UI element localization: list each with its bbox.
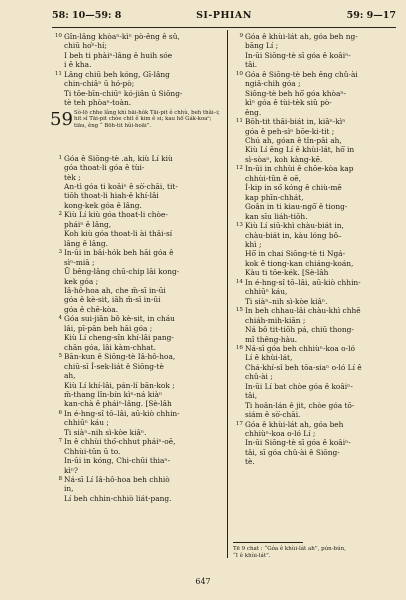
verse — [52, 210, 222, 248]
verse-line: Goân in ti kiau-ngō͘ ê tiong- — [245, 202, 348, 212]
verse — [233, 420, 398, 467]
verse-number: 12 — [235, 165, 243, 172]
verse — [52, 409, 222, 437]
verse-line: Ū bêng-lâng chū-chip lâi kong- — [64, 267, 180, 277]
verse-line: Góa ê khùi-lát ah, góa beh — [245, 419, 344, 429]
verse-text — [245, 70, 398, 117]
verse-line: Kàu ti tōe-kék. [Sè-lâh — [245, 268, 329, 278]
verses-after-chapter — [52, 154, 222, 504]
verse-number: 1 — [58, 154, 62, 161]
verse-line: Góa ê Siōng-tè beh êng chû-ài — [245, 69, 358, 79]
verse-line: mî thêng-hàu. — [245, 334, 298, 344]
verse-line: Chú ah, góan ê tîn-pâi ah, — [245, 135, 342, 145]
verse-line: kan sīu liáh-tiōh. — [245, 211, 308, 221]
verse-line: Ti siàⁿ–nih sì-kòe kiâⁿ. — [245, 296, 328, 306]
verse-line: tè. — [245, 457, 255, 467]
right-column — [233, 32, 398, 467]
verse-number: 17 — [235, 420, 243, 427]
verse-number: 3 — [58, 249, 62, 256]
verse-line: In é-hng-sî tō–lâi, aū-kiò chhin- — [64, 408, 180, 418]
verse — [233, 306, 398, 344]
verse-line: In-ūi in kóng, Chi-chūi thiaⁿ- — [64, 456, 171, 466]
verse-line: kan-chà ê pháiⁿ-lâng. [Sè-lâh — [64, 399, 172, 409]
verse-line: Koh kiù góa thoat-li ài thâi-sí — [64, 229, 173, 239]
verse-line: kok ê tiong-kan chiáng-koán, — [245, 258, 354, 268]
verse-line: In-ūi Siōng-tè sī góa ê koâiⁿ- — [245, 50, 351, 60]
verse-line: tâi, — [245, 391, 258, 401]
verse-line: kap phīn-chhát, — [245, 192, 304, 202]
verse — [233, 344, 398, 420]
verse-line: Lí ê khùi-lát, — [245, 353, 293, 363]
verse-text — [64, 437, 222, 475]
verse-text — [245, 221, 398, 278]
verse-line: An-tì góa ti koâiⁿ ê sò͘-chāi, tit- — [64, 181, 178, 191]
chapter-start — [52, 110, 222, 152]
verse-line: Góa sui-jiân bô kè-sit, in cháu — [64, 314, 175, 324]
verse-number: 15 — [235, 307, 243, 314]
verse-line: êng. — [245, 107, 262, 117]
verse-line: pháiⁿ ê lâng, — [64, 219, 112, 229]
verse-text — [245, 164, 398, 221]
verse — [52, 352, 222, 409]
verses-before-chapter — [52, 32, 222, 108]
verse — [52, 70, 222, 108]
verse-line: Chhùi-tûn ū to. — [64, 446, 121, 456]
verse-line: lâi, pī-pān beh hāi góa ; — [64, 323, 153, 333]
verse-line: i ê kha. — [64, 60, 92, 70]
verse-line: chiáh-mih-kiān ; — [245, 315, 306, 325]
verse-line: tè teh phòaⁿ-toàn. — [64, 98, 132, 108]
verse-line: góa thoat-li góa ê tùi- — [64, 163, 145, 173]
verse-line: chhùi-tûn ê oē, — [245, 173, 302, 183]
verse-number: 10 — [54, 33, 62, 39]
verse — [52, 475, 222, 503]
verse-line: chhiūⁿ káu, — [245, 287, 288, 297]
verse — [233, 117, 398, 164]
verse-line: kek góa ; — [64, 276, 99, 286]
verse-line: chān góa, lâi kàm-chhat. — [64, 342, 156, 352]
verse — [52, 314, 222, 352]
verse-line: chàu-biát in, kàu lóng bô– — [245, 230, 342, 240]
verse-line: kong-kek góa ê lâng. — [64, 200, 142, 210]
verse — [233, 70, 398, 117]
verse-text — [64, 210, 222, 248]
verse-line: Gîn-lâng khòaⁿ-kìⁿ pò-êng ê sû, — [64, 32, 180, 41]
verse-line: Ti tōe-bīn-chiūⁿ kó-jiân ū Siōng- — [64, 88, 183, 98]
column-divider — [227, 30, 228, 558]
verse-line: Ná-sī Lí Iâ-hô-hoa beh chhiò — [64, 475, 170, 485]
verse — [52, 154, 222, 211]
verse-line: In-ūi in chhùi ê chōe-kòa kap — [245, 164, 354, 174]
verse-line: Kiù Lí khí-lâi, pán-lí bān-kok ; — [64, 380, 175, 390]
chapter-heading: Sò-lō chhe lâng khì bāi-hók Tāi-pit ê chhù, beh thâi–i; hit sî Tāi-pit chòe chit ê kim ê si; kau hō͘ Gák-koaⁿ; tiāu, êng “ Bōh-tit hûi-hoāi”. — [74, 109, 220, 129]
verse-text — [64, 70, 222, 108]
verse-line: ngiâ-chih góa ; — [245, 79, 301, 89]
verse-line: chhiùⁿ-koa o-ló Lí ; — [245, 429, 316, 439]
verse-line: Ti hoân-lán ê jit, chòe góa tō- — [245, 400, 355, 410]
verse-line: In-ūi in bâi-hók beh hāi góa ê — [64, 248, 174, 258]
footnote-rule — [233, 542, 303, 543]
verse-line: Kiù Lí kiù góa thoat-li chòe- — [64, 210, 168, 220]
verse-line: tâi, sī góa chû-ài ê Siōng- — [245, 447, 340, 457]
verse-text — [64, 154, 222, 211]
verse-line: Bōh-tit thâi-biát in, kiâⁿ-kìⁿ — [245, 117, 346, 127]
verse-text — [245, 306, 398, 344]
verse-line: Ti siàⁿ–nih sì-kòe kiâⁿ. — [64, 427, 147, 437]
verse-text — [64, 314, 222, 352]
verse-text — [64, 32, 222, 70]
verse-number: 13 — [235, 222, 243, 229]
verse-line: ah, — [64, 371, 76, 381]
verse-line: lâng ê lâng. — [64, 238, 108, 248]
footnote — [233, 546, 398, 560]
verse-line: m̄-thang lîn-bín kìⁿ-ná kiàⁿ — [64, 389, 163, 399]
verse-line: Í-kip in só͘ kóng ê chiù-mē — [245, 183, 342, 193]
verse-line: chiū-sī Í-sek-liát ê Siōng-tè — [64, 361, 164, 371]
verse-line: Góa ê khùi-lát ah, góa beh ng- — [245, 32, 358, 41]
verse-line: chû-ài ; — [245, 372, 273, 382]
verse-line: Ná bô tit-tiōh pá, chiū thong- — [245, 325, 354, 335]
verse-line: sìⁿ-miā ; — [64, 257, 95, 267]
verse-line: kìⁿ góa ê tùi-tèk siû pò- — [245, 98, 332, 108]
verse-line: I beh ti phàiⁿ-lâng ê huih sóe — [64, 50, 173, 60]
verse-line: Kiù Lí cheng-sîn khí-lâi pang- — [64, 333, 174, 343]
chapter-number: 59 — [50, 108, 73, 130]
verse-line: Chá-khí-sî beh tōa-siaⁿ o-ló Lí ê — [245, 362, 362, 372]
footnote-line-1: Tē 9 chat : “Góa ê khùi-lát ah”, pún-bún, — [233, 546, 346, 552]
verse-number: 4 — [58, 315, 62, 322]
verse-line: khì ; — [245, 239, 262, 249]
verse-line: Kiù Lí siū-khì chàu-biát in, — [245, 221, 344, 231]
verse-line: kìⁿ? — [64, 465, 79, 475]
page-number: 647 — [195, 577, 211, 586]
verse-line: bāng Lí ; — [245, 41, 279, 51]
header-left-reference: 58: 10—59: 8 — [52, 10, 122, 21]
verse-line: chiū ho͘ⁿ-hí; — [64, 41, 107, 51]
verse-number: 8 — [58, 476, 62, 483]
verse-line: Iâ-hô-hoa ah, che m̄-sī in-ūi — [64, 285, 166, 295]
verse-number: 10 — [235, 70, 243, 77]
verse-line: góa ê chē-kòa. — [64, 304, 119, 314]
verse-line: Lâng chiū beh kóng, Gī-lâng — [64, 69, 170, 79]
verse — [52, 437, 222, 475]
verse-line: góa ê kè-sit, iāh m̄-sī in-ūi — [64, 295, 161, 305]
verse-line: tâi. — [245, 60, 258, 70]
verse-line: góa ê peh-sìⁿ bōe-ki-tit ; — [245, 126, 335, 136]
verse — [233, 164, 398, 221]
verse-line: Lí beh chhin-chhiò liát-pang. — [64, 493, 172, 503]
verse-line: in, — [64, 484, 74, 494]
verse — [52, 248, 222, 314]
verse-line: In ê chhùi thó͘-chhut pháiⁿ-oē, — [64, 437, 176, 447]
verse-line: sì-sòaⁿ, koh kàng-kē. — [245, 154, 323, 164]
verse-text — [64, 352, 222, 409]
verse-number: 14 — [235, 278, 243, 285]
verse-number: 2 — [58, 211, 62, 218]
verse-text — [245, 344, 398, 420]
verse-number: 6 — [58, 409, 62, 416]
verse-text — [245, 420, 398, 467]
verse-line: siám ê sò͘-chāi. — [245, 410, 301, 420]
verse-line: Siōng-tè beh hō͘ góa khòaⁿ- — [245, 88, 347, 98]
verse-text — [245, 32, 398, 70]
verse-line: Góa ê Siōng-tè .ah, kiù Lí kiù — [64, 153, 173, 163]
verse-text — [64, 409, 222, 437]
verse-line: tiōh thoat-li hiah-ê khí-lâi — [64, 191, 159, 201]
verse-number: 16 — [235, 344, 243, 351]
verse-line: In beh chhau-lâi chàu-khì chhē — [245, 306, 361, 316]
verse-number: 7 — [58, 438, 62, 445]
verse-line: Kiù Lí êng Lí ê khùi-lát, hō͘ in — [245, 145, 355, 155]
header-rule — [52, 27, 396, 28]
verse-text — [64, 475, 222, 503]
verse-number: 9 — [239, 33, 243, 39]
verse-text — [64, 248, 222, 314]
verse-line: Hō͘ in chai Siōng-tè ti Ngá- — [245, 249, 346, 259]
footnote-line-2: “I ê khùi-lát”. — [233, 552, 271, 559]
verse — [233, 32, 398, 70]
verse — [233, 221, 398, 278]
verse-line: Ná-sī góa beh chhiùⁿ-koa o-ló — [245, 343, 355, 353]
left-column — [52, 32, 222, 503]
verse-line: Bān-kun ê Siōng-tè Iâ-hô-hoa, — [64, 352, 176, 362]
header-book-title: SI-PHIAN — [196, 10, 252, 21]
verse-number: 11 — [235, 118, 243, 125]
verse-line: In-ūi Lí bat chòe góa ê koâiⁿ- — [245, 381, 353, 391]
header-right-reference: 59: 9—17 — [346, 10, 396, 21]
verse-line: chhiūⁿ káu ; — [64, 418, 109, 428]
verse-line: tèk ; — [64, 172, 81, 182]
verse-text — [245, 278, 398, 306]
verse-line: In é-hng-sî tō–lâi, aū-kiò chhin- — [245, 277, 361, 287]
verse-line: chin-chiâⁿ ū hó-pò; — [64, 79, 135, 89]
verse-number: 5 — [58, 353, 62, 360]
verse — [233, 278, 398, 306]
verse-line: In-ūi Siōng-tè sī góa ê koâiⁿ- — [245, 438, 351, 448]
running-header — [52, 8, 396, 24]
verse-text — [245, 117, 398, 164]
verse-number: 11 — [54, 70, 62, 77]
verse — [52, 32, 222, 70]
